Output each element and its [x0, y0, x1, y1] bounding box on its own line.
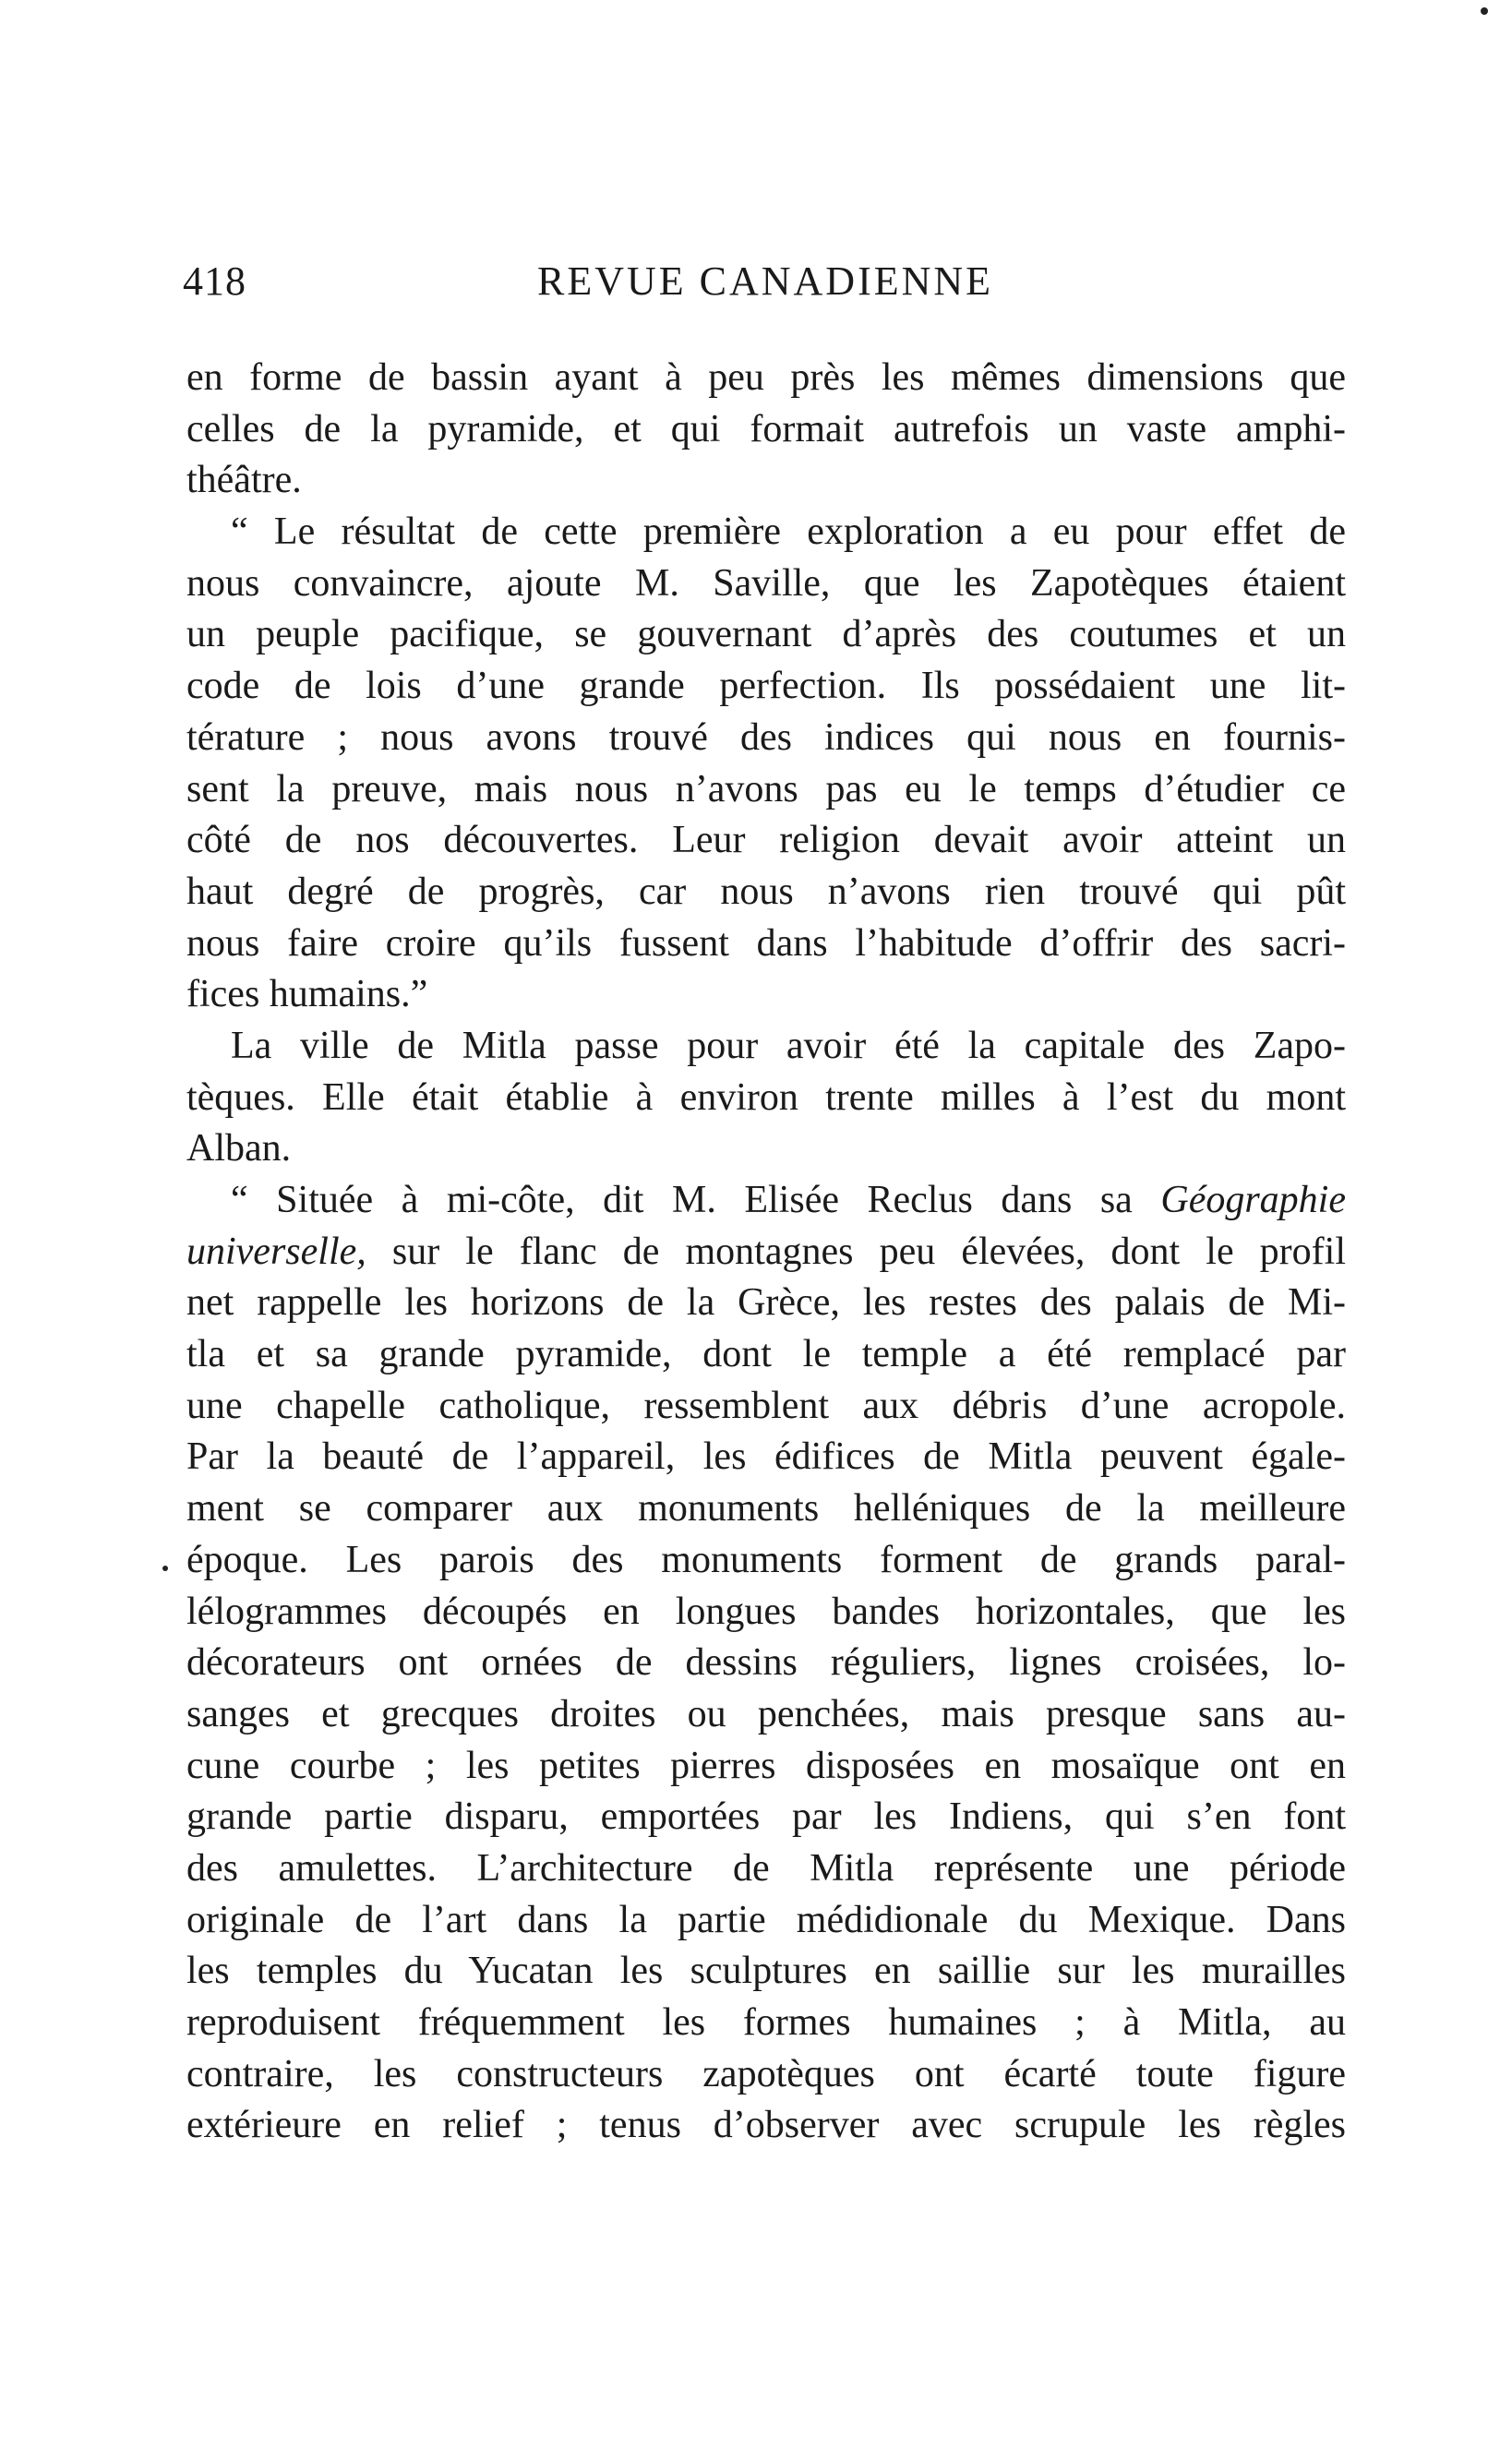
text-line	[186, 1689, 1346, 1741]
text-line	[186, 1998, 1346, 2049]
line-text: extérieure en relief ; tenus d’observer avec scrupule les règles	[186, 2104, 1346, 2147]
text-line	[186, 713, 1346, 764]
text-line	[186, 1483, 1346, 1535]
running-head	[183, 249, 1348, 314]
text-line	[186, 1587, 1346, 1639]
printer-mark-dot	[1481, 7, 1488, 15]
text-line	[186, 1895, 1346, 1947]
line-text: Par la beauté de l’appareil, les édifices de Mitla peuvent égale-	[186, 1435, 1346, 1479]
line-text: époque. Les parois des monuments forment de grands paral-	[186, 1538, 1346, 1581]
text-line	[186, 1741, 1346, 1793]
text-line	[186, 815, 1346, 867]
text-line	[186, 1535, 1346, 1587]
text-line	[186, 867, 1346, 918]
text-line	[186, 2049, 1346, 2101]
margin-speck-dot	[162, 1566, 168, 1571]
text-line	[186, 1123, 1346, 1175]
text-line	[186, 1073, 1346, 1124]
line-text: originale de l’art dans la partie médidionale du Mexique. Dans	[186, 1898, 1346, 1941]
text-line	[186, 918, 1346, 970]
text-line	[186, 764, 1346, 816]
body-text	[186, 353, 1346, 2152]
italic-title: universelle,	[186, 1230, 366, 1273]
text-line	[186, 1792, 1346, 1843]
text-line	[186, 353, 1346, 404]
text-line	[186, 1946, 1346, 1998]
line-text: térature ; nous avons trouvé des indices qui nous en fournis-	[186, 715, 1346, 759]
line-text: grande partie disparu, emportées par les Indiens, qui s’en font	[186, 1795, 1346, 1839]
text-line	[186, 404, 1346, 456]
text-line	[186, 609, 1346, 661]
line-text: contraire, les constructeurs zapotèques ont écarté toute figure	[186, 2052, 1346, 2095]
line-text: code de lois d’une grande perfection. Ils possédaient une lit-	[186, 665, 1346, 708]
text-line	[186, 1381, 1346, 1433]
line-text: nous convaincre, ajoute M. Saville, que les Zapotèques étaient	[186, 561, 1346, 605]
line-text: tèques. Elle était établie à environ trente milles à l’est du mont	[186, 1075, 1346, 1119]
text-line	[186, 2100, 1346, 2152]
text-line	[186, 1843, 1346, 1895]
line-text: La ville de Mitla passe pour avoir été la capitale des Zapo-	[231, 1024, 1346, 1067]
text-line	[186, 1329, 1346, 1381]
line-text: nous faire croire qu’ils fussent dans l’habitude d’offrir des sacri-	[186, 921, 1346, 965]
text-line	[186, 558, 1346, 610]
line-text: reproduisent fréquemment les formes humaines ; à Mitla, au	[186, 2001, 1346, 2044]
journal-title: REVUE CANADIENNE	[536, 258, 994, 304]
text-line	[186, 507, 1346, 558]
line-text: sur le flanc de montagnes peu élevées, dont le profil	[366, 1230, 1346, 1273]
line-text: un peuple pacifique, se gouvernant d’après des coutumes et un	[186, 613, 1346, 656]
line-text: les temples du Yucatan les sculptures en saillie sur les murailles	[186, 1950, 1346, 1993]
line-text: “ Le résultat de cette première exploration a eu pour effet de	[231, 510, 1346, 554]
line-text: une chapelle catholique, ressemblent aux débris d’une acropole.	[186, 1384, 1346, 1427]
line-text: côté de nos découvertes. Leur religion devait avoir atteint un	[186, 819, 1346, 862]
line-text: Alban.	[186, 1127, 292, 1170]
text-line	[186, 1638, 1346, 1689]
line-text: lélogrammes découpés en longues bandes horizontales, que les	[186, 1590, 1346, 1633]
line-text: haut degré de progrès, car nous n’avons rien trouvé qui pût	[186, 870, 1346, 913]
line-text: ment se comparer aux monuments helléniques de la meilleure	[186, 1487, 1346, 1531]
line-text: sent la preuve, mais nous n’avons pas eu le temps d’étudier ce	[186, 767, 1346, 810]
text-line	[186, 661, 1346, 713]
line-text: fices humains.”	[186, 973, 428, 1016]
line-text: net rappelle les horizons de la Grèce, les restes des palais de Mi-	[186, 1281, 1346, 1325]
line-text: “ Située à mi-côte, dit M. Elisée Reclus dans sa	[231, 1179, 1161, 1221]
text-line	[186, 1432, 1346, 1483]
text-line	[186, 969, 1346, 1021]
line-text: des amulettes. L’architecture de Mitla représente une période	[186, 1846, 1346, 1890]
line-text: théâtre.	[186, 459, 302, 502]
text-line	[186, 455, 1346, 507]
line-text: tla et sa grande pyramide, dont le temple a été remplacé par	[186, 1333, 1346, 1376]
text-line	[186, 1227, 1346, 1279]
page-number: 418	[183, 258, 246, 304]
italic-title: Géographie	[1160, 1179, 1346, 1221]
line-text: sanges et grecques droites ou penchées, mais presque sans au-	[186, 1692, 1346, 1735]
line-text: cune courbe ; les petites pierres disposées en mosaïque ont en	[186, 1744, 1346, 1787]
text-line	[186, 1021, 1346, 1073]
line-text: celles de la pyramide, et qui formait autrefois un vaste amphi-	[186, 407, 1346, 450]
text-line	[186, 1175, 1346, 1227]
text-line	[186, 1278, 1346, 1329]
line-text: en forme de bassin ayant à peu près les mêmes dimensions que	[186, 356, 1346, 399]
line-text: décorateurs ont ornées de dessins réguliers, lignes croisées, lo-	[186, 1641, 1346, 1685]
